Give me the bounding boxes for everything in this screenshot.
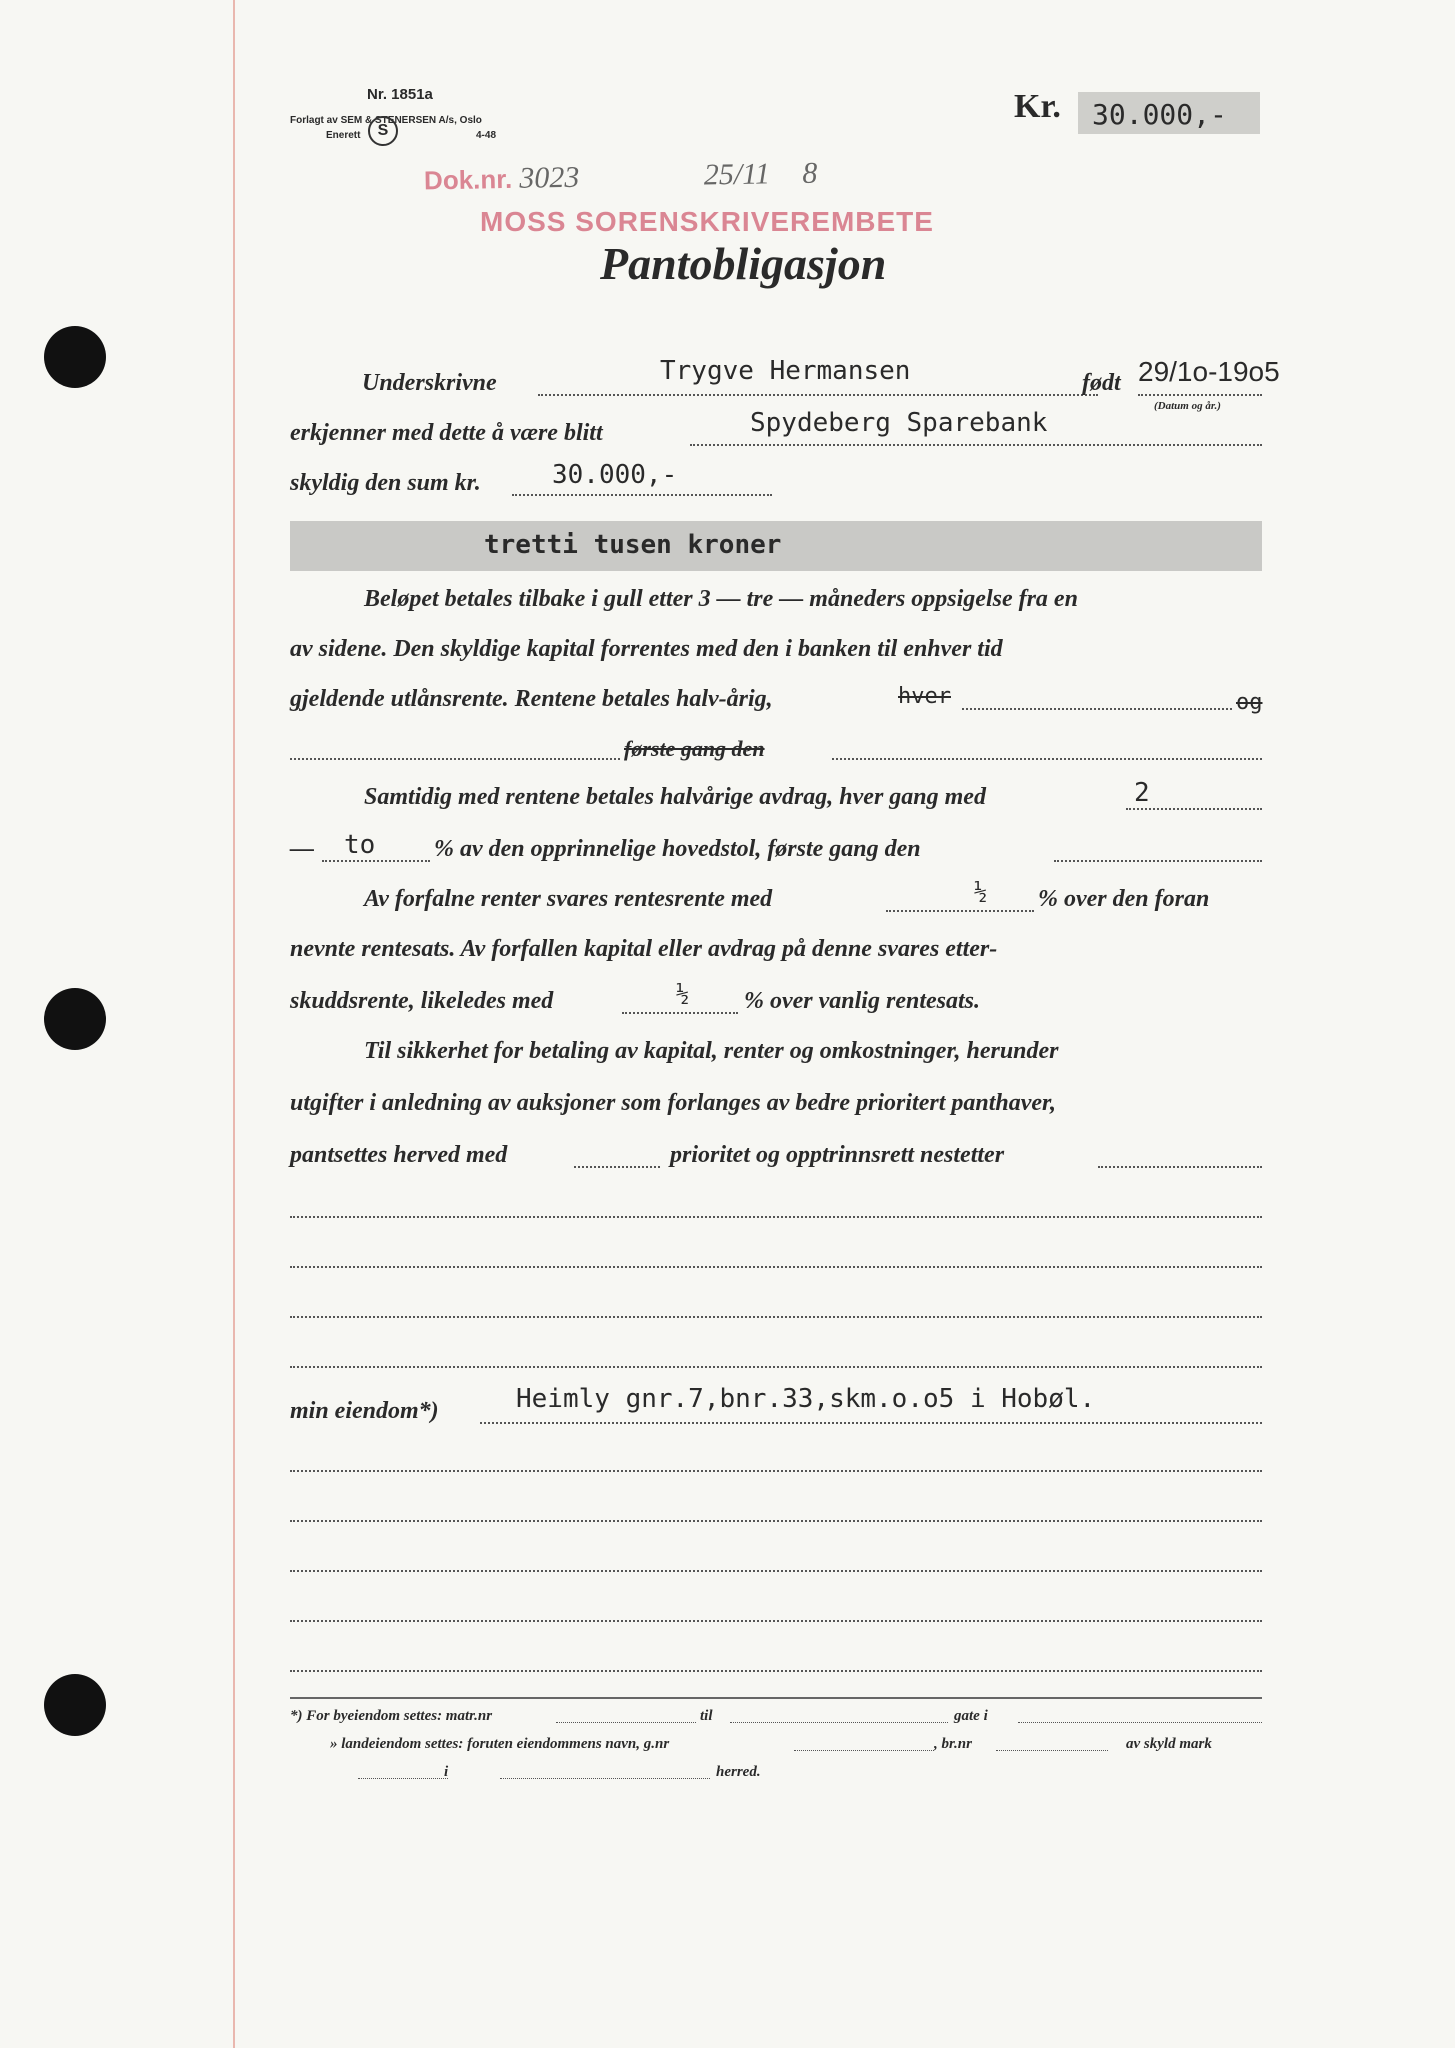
creditor-label: erkjenner med dette å være blitt bbox=[290, 420, 603, 446]
dotted-line bbox=[290, 1266, 1262, 1268]
dotted-line bbox=[500, 1778, 710, 1779]
dotted-line bbox=[322, 860, 430, 862]
stamp-date: 25/11 bbox=[703, 157, 771, 192]
stamp-label: Dok.nr. bbox=[423, 163, 513, 196]
dotted-line bbox=[1098, 1166, 1262, 1168]
punch-hole bbox=[44, 1674, 106, 1736]
creditor-value: Spydeberg Sparebank bbox=[750, 408, 1048, 438]
dotted-line bbox=[480, 1422, 1262, 1424]
dotted-line bbox=[794, 1750, 934, 1751]
dotted-line bbox=[886, 910, 1034, 912]
body-line: Beløpet betales tilbake i gull etter 3 — tre — måneders oppsigelse fra en bbox=[364, 586, 1078, 612]
document-title: Pantobligasjon bbox=[600, 238, 887, 289]
dash: — bbox=[290, 836, 314, 862]
dotted-line bbox=[832, 758, 1262, 760]
punch-hole bbox=[44, 988, 106, 1050]
punch-hole bbox=[44, 326, 106, 388]
dotted-line bbox=[622, 1012, 738, 1014]
signer-value: Trygve Hermansen bbox=[660, 356, 911, 386]
dotted-line bbox=[290, 1316, 1262, 1318]
body-line: % av den opprinnelige hovedstol, første gang den bbox=[434, 836, 921, 862]
publisher-logo: S bbox=[368, 116, 398, 146]
form-number: Nr. 1851a bbox=[367, 86, 433, 103]
struck-word: hver bbox=[898, 684, 951, 709]
born-value: 29/1o-19o5 bbox=[1138, 356, 1280, 387]
dotted-line bbox=[730, 1722, 948, 1723]
struck-word: og bbox=[1236, 690, 1263, 715]
footnote-line: herred. bbox=[716, 1764, 761, 1780]
dotted-line bbox=[574, 1166, 660, 1168]
dotted-line bbox=[290, 1620, 1262, 1622]
sum-value: 30.000,- bbox=[552, 460, 678, 490]
stamp-doc-number: 3023 bbox=[519, 160, 580, 195]
footnote-line: til bbox=[700, 1708, 713, 1724]
body-line: pantsettes herved med bbox=[290, 1142, 508, 1168]
dotted-line bbox=[1126, 808, 1262, 810]
dotted-line bbox=[962, 708, 1232, 710]
dotted-line bbox=[290, 1470, 1262, 1472]
registry-stamp bbox=[424, 157, 818, 198]
dotted-line bbox=[996, 1750, 1108, 1751]
publisher-rights: Enerett bbox=[326, 130, 361, 141]
dotted-line bbox=[690, 444, 1262, 446]
dotted-line bbox=[538, 394, 1098, 396]
body-line: skuddsrente, likeledes med bbox=[290, 988, 554, 1014]
body-line: Samtidig med rentene betales halvårige avdrag, hver gang med bbox=[364, 784, 986, 810]
dotted-line bbox=[290, 1216, 1262, 1218]
signer-label: Underskrivne bbox=[362, 370, 497, 396]
body-line: Til sikkerhet for betaling av kapital, renter og omkostninger, herunder bbox=[364, 1038, 1059, 1064]
stamp-date-suffix: 8 bbox=[802, 156, 818, 190]
body-line: av sidene. Den skyldige kapital forrentes med den i banken til enhver tid bbox=[290, 636, 1003, 662]
footnote-rule bbox=[290, 1697, 1262, 1699]
born-label: født bbox=[1082, 370, 1121, 396]
publisher-date: 4-48 bbox=[476, 130, 497, 141]
publisher-line: Forlagt av SEM & STENERSEN A/s, Oslo bbox=[290, 115, 482, 126]
dotted-line bbox=[290, 1570, 1262, 1572]
footnote-line: , br.nr bbox=[934, 1736, 972, 1752]
body-line: % over vanlig rentesats. bbox=[744, 988, 980, 1014]
dotted-line bbox=[556, 1722, 696, 1723]
amount-value: 30.000,- bbox=[1092, 98, 1227, 131]
dotted-line bbox=[290, 1520, 1262, 1522]
struck-phrase: første gang den bbox=[624, 736, 765, 761]
dotted-line bbox=[1138, 394, 1262, 396]
body-line: % over den foran bbox=[1038, 886, 1210, 912]
footnote-line: i bbox=[444, 1764, 449, 1780]
amount-label: Kr. bbox=[1014, 88, 1061, 125]
late-rate: ½ bbox=[676, 982, 690, 1007]
footnote-line: av skyld mark bbox=[1126, 1736, 1212, 1752]
dotted-line bbox=[512, 494, 772, 496]
born-hint: (Datum og år.) bbox=[1154, 400, 1221, 412]
dotted-line bbox=[1018, 1722, 1262, 1723]
footnote-line: » landeiendom settes: foruten eiendommens navn, g.nr bbox=[330, 1736, 670, 1752]
footnote-line: *) For byeiendom settes: matr.nr bbox=[290, 1708, 493, 1724]
penalty-rate: ½ bbox=[974, 880, 988, 905]
dotted-line bbox=[290, 1670, 1262, 1672]
body-line: prioritet og opptrinnsrett nestetter bbox=[670, 1142, 1005, 1168]
sum-label: skyldig den sum kr. bbox=[290, 470, 481, 496]
footnote-line: gate i bbox=[954, 1708, 988, 1724]
body-line: gjeldende utlånsrente. Rentene betales halv-årig, bbox=[290, 686, 773, 712]
dotted-line bbox=[358, 1778, 448, 1779]
body-line: nevnte rentesats. Av forfallen kapital eller avdrag på denne svares etter- bbox=[290, 936, 998, 962]
property-label: min eiendom*) bbox=[290, 1398, 439, 1424]
dotted-line bbox=[290, 1366, 1262, 1368]
dotted-line bbox=[1054, 860, 1262, 862]
margin-rule bbox=[233, 0, 235, 2048]
body-line: Av forfalne renter svares rentesrente med bbox=[364, 886, 773, 912]
stamp-office: MOSS SORENSKRIVEREMBETE bbox=[480, 206, 934, 237]
installment-words: to bbox=[344, 830, 376, 860]
property-value: Heimly gnr.7,bnr.33,skm.o.o5 i Hobøl. bbox=[516, 1384, 1096, 1414]
amount-words: tretti tusen kroner bbox=[484, 530, 782, 560]
dotted-line bbox=[290, 758, 620, 760]
installment-number: 2 bbox=[1134, 778, 1150, 808]
body-line: utgifter i anledning av auksjoner som forlanges av bedre prioritert panthaver, bbox=[290, 1090, 1057, 1116]
